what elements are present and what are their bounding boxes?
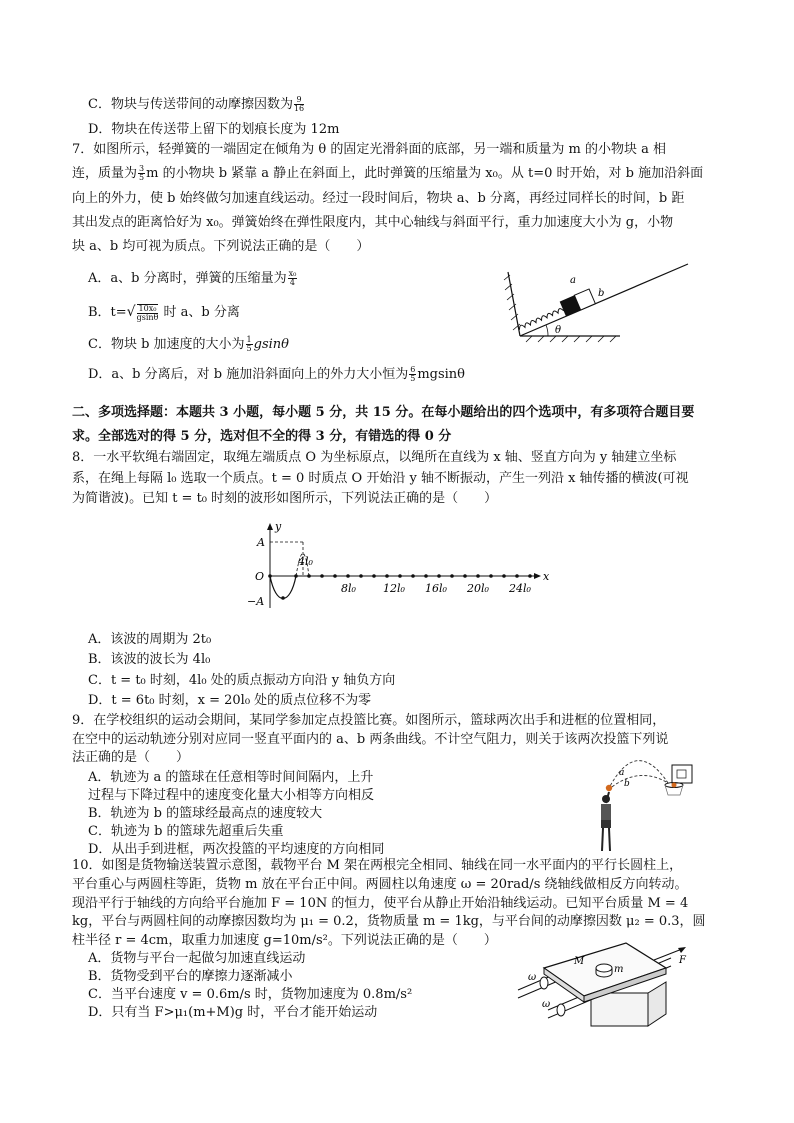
q7-stem-line2 [72,165,703,183]
fraction-numerator: 9 [294,96,304,105]
tick-12l0: 12l₀ [383,582,405,595]
label-M: M [574,956,585,967]
origin-label: O [255,570,265,583]
y-axis-arrow [267,523,273,530]
q7-option-d [88,366,465,384]
x-axis-arrow [534,573,541,579]
q6-option-d: D．物块在传送带上留下的划痕长度为 12m [88,122,340,137]
q8-stem-line2: 系，在绳上每隔 l₀ 选取一个质点。t = 0 时质点 O 开始沿 y 轴不断振动，产生一列沿 x 轴传播的横波(可视 [72,471,689,486]
backboard-icon [672,765,692,783]
q7-option-a-fraction [288,270,298,287]
q8-stem-line1: 8．一水平软绳右端固定，取绳左端质点 O 为坐标原点，以绳所在直线为 x 轴、竖直方向为 y 轴建立坐标 [72,450,677,465]
q7-option-b-text: 时 a、b 分离 [159,305,240,320]
fraction-numerator: 6 [410,365,416,374]
q9-stem-line3: 法正确的是（ ） [72,750,190,765]
fraction-denominator: 16 [293,104,305,113]
q7-mass-fraction [138,165,145,182]
angle-arc [546,325,548,336]
label-a: a [619,768,625,778]
q7-text: 连，质量为 [72,166,138,181]
ball-icon [606,785,612,791]
fraction-denominator: 5 [246,344,252,353]
q10-stem-line3: 现沿平行于轴线的方向给平台施加 F = 10N 的恒力，使平台从静止开始沿轴线运动。已知平台质量 M = 4 [72,896,689,911]
q7-option-c-text: gsinθ [253,337,289,352]
force-arrowhead [678,947,686,953]
q7-option-b-text: B．t= [88,305,127,320]
q10-conveyor-figure [516,938,696,1030]
q7-stem-line5: 块 a、b 均可视为质点。下列说法正确的是（ ） [72,239,370,254]
section2-heading-line2: 求。全部选对的得 5 分，选对但不全的得 3 分，有错选的得 0 分 [72,429,452,444]
q9-option-c: C．轨迹为 b 的篮球先超重后失重 [88,824,284,839]
negative-amplitude-label: −A [247,595,265,608]
q7-incline-figure [500,262,695,347]
label-omega-2: ω [542,999,551,1010]
fraction-numerator: 10x₀ [138,303,157,313]
wave-trough [270,576,296,599]
base-block-front [591,993,648,1026]
q10-option-a: A．货物与平台一起做匀加速直线运动 [88,951,306,966]
tick-20l0: 20l₀ [467,582,489,595]
rod-1-end-icon [540,977,548,989]
q7-option-c-text: C．物块 b 加速度的大小为 [88,337,245,352]
player-leg-left-icon [602,828,603,851]
q7-option-a-text: A．a、b 分离时，弹簧的压缩量为 [88,271,287,286]
q7-option-c-fraction [246,336,253,353]
q10-option-c: C．当平台速度 v = 0.6m/s 时，货物加速度为 0.8m/s² [88,987,413,1002]
x-axis-label: x [543,570,550,583]
trajectory-a [608,761,668,790]
q7-stem-line1: 7．如图所示，轻弹簧的一端固定在倾角为 θ 的固定光滑斜面的底部，另一端和质量为 m 的小物块 a 相 [72,142,666,157]
q7-text: m 的小物块 b 紧靠 a 静止在斜面上，此时弹簧的压缩量为 x₀。从 t=0 时开始，对 b 施加沿斜面 [146,166,704,181]
q10-stem-line2: 平台重心与两圆柱等距，货物 m 放在平台正中间。两圆柱以角速度 ω = 20rad/s 绕轴线做相反方向转动。 [72,877,688,892]
fraction-denominator: 5 [139,173,145,182]
q7-option-c [88,336,289,354]
label-a: a [570,275,576,286]
tick-4l0: 4l₀ [298,555,313,568]
fraction-numerator: x₀ [288,269,297,278]
fraction-denominator: 4 [289,278,295,287]
q10-option-d: D．只有当 F>μ₁(m+M)g 时，平台才能开始运动 [88,1005,378,1020]
q10-stem-line4: kg，平台与两圆柱间的动摩擦因数均为 μ₁ = 0.2，货物质量 m = 1kg，与平台间的动摩擦因数 μ₂ = 0.3，圆 [72,914,706,929]
player-leg-right-icon [609,828,610,851]
q7-option-d-text: mgsinθ [417,367,465,382]
q10-option-b: B．货物受到平台的摩擦力逐渐减小 [88,969,293,984]
q8-option-d: D．t = 6t₀ 时刻，x = 20l₀ 处的质点位移不为零 [88,693,372,708]
q10-stem-line1: 10．如图是货物输送装置示意图，载物平台 M 架在两根完全相同、轴线在同一水平面内的平行长圆柱上， [72,858,683,873]
q9-option-a-line2: 过程与下降过程中的速度变化量大小相等方向相反 [88,788,375,803]
trajectory-b [608,775,668,790]
force-arrow [654,949,682,960]
q9-stem-line2: 在空中的运动轨迹分别对应同一竖直平面内的 a、b 两条曲线。不计空气阻力，则关于该两次投篮下列说 [72,732,669,747]
q8-option-b: B．该波的波长为 4l₀ [88,652,211,667]
q6-option-c [88,96,305,114]
q9-basketball-figure [588,755,703,860]
theta-label: θ [555,325,562,336]
q7-option-d-text: D．a、b 分离后，对 b 施加沿斜面向上的外力大小恒为 [88,367,409,382]
q9-option-b: B．轨迹为 b 的篮球经最高点的速度较大 [88,806,323,821]
q6-option-c-text: C．物块与传送带间的动摩擦因数为 [88,97,293,112]
amplitude-label: A [257,536,265,549]
q7-option-b [88,303,240,322]
fraction-denominator: 5 [410,374,416,383]
section2-heading-line1: 二、多项选择题：本题共 3 小题，每小题 5 分，共 15 分。在每小题给出的四个选项中，有多项符合题目要 [72,405,695,420]
q8-option-c: C．t = t₀ 时刻，4l₀ 处的质点振动方向沿 y 轴负方向 [88,673,396,688]
q7-option-d-fraction [409,366,416,383]
label-F: F [679,955,686,966]
q8-waveform-figure [245,520,555,612]
q8-option-a: A．该波的周期为 2t₀ [88,632,212,647]
y-axis-label: y [275,520,282,533]
label-m: m [614,964,624,975]
ball-at-hoop-icon [672,783,677,788]
q8-stem-line3: 为简谐波)。已知 t = t₀ 时刻的波形如图所示，下列说法正确的是（ ） [72,491,498,506]
rod-2-end-icon [557,1004,565,1016]
cargo-icon [596,964,612,972]
tick-24l0: 24l₀ [509,582,531,595]
base-block-side [648,982,666,1026]
q7-stem-line4: 其出发点的距离恰好为 x₀。弹簧始终在弹性限度内，其中心轴线与斜面平行，重力加速度大小为 g，小物 [72,215,674,230]
q7-stem-line3: 向上的外力，使 b 始终做匀加速直线运动。经过一段时间后，物块 a、b 分离，再经过同样长的时间，b 距 [72,191,685,206]
fraction-denominator: gsinθ [136,312,159,322]
fraction-numerator: 1 [246,335,252,344]
q6-option-c-fraction [294,96,304,113]
wall-line [508,272,520,336]
player-body-icon [601,804,611,820]
player-shorts-icon [601,820,611,828]
q9-stem-line1: 9．在学校组织的运动会期间，某同学参加定点投篮比赛。如图所示，篮球两次出手和进框的位置相同， [72,713,666,728]
q7-option-a [88,270,298,288]
tick-8l0: 8l₀ [341,582,356,595]
incline-line [520,264,688,336]
q9-option-d: D．从出手到进框，两次投篮的平均速度的方向相同 [88,842,385,857]
q7-option-b-fraction [137,304,159,322]
label-b: b [598,288,605,299]
q10-stem-line5: 柱半径 r = 4cm，取重力加速度 g=10m/s²。下列说法正确的是（ ） [72,933,497,948]
label-omega-1: ω [528,972,537,983]
tick-16l0: 16l₀ [425,582,447,595]
sqrt-sign: √ [126,304,136,320]
label-b: b [624,779,630,789]
ground-hatch [526,336,616,342]
fraction-numerator: 3 [139,164,145,173]
q9-option-a-line1: A．轨迹为 a 的篮球在任意相等时间间隔内，上升 [88,770,374,785]
